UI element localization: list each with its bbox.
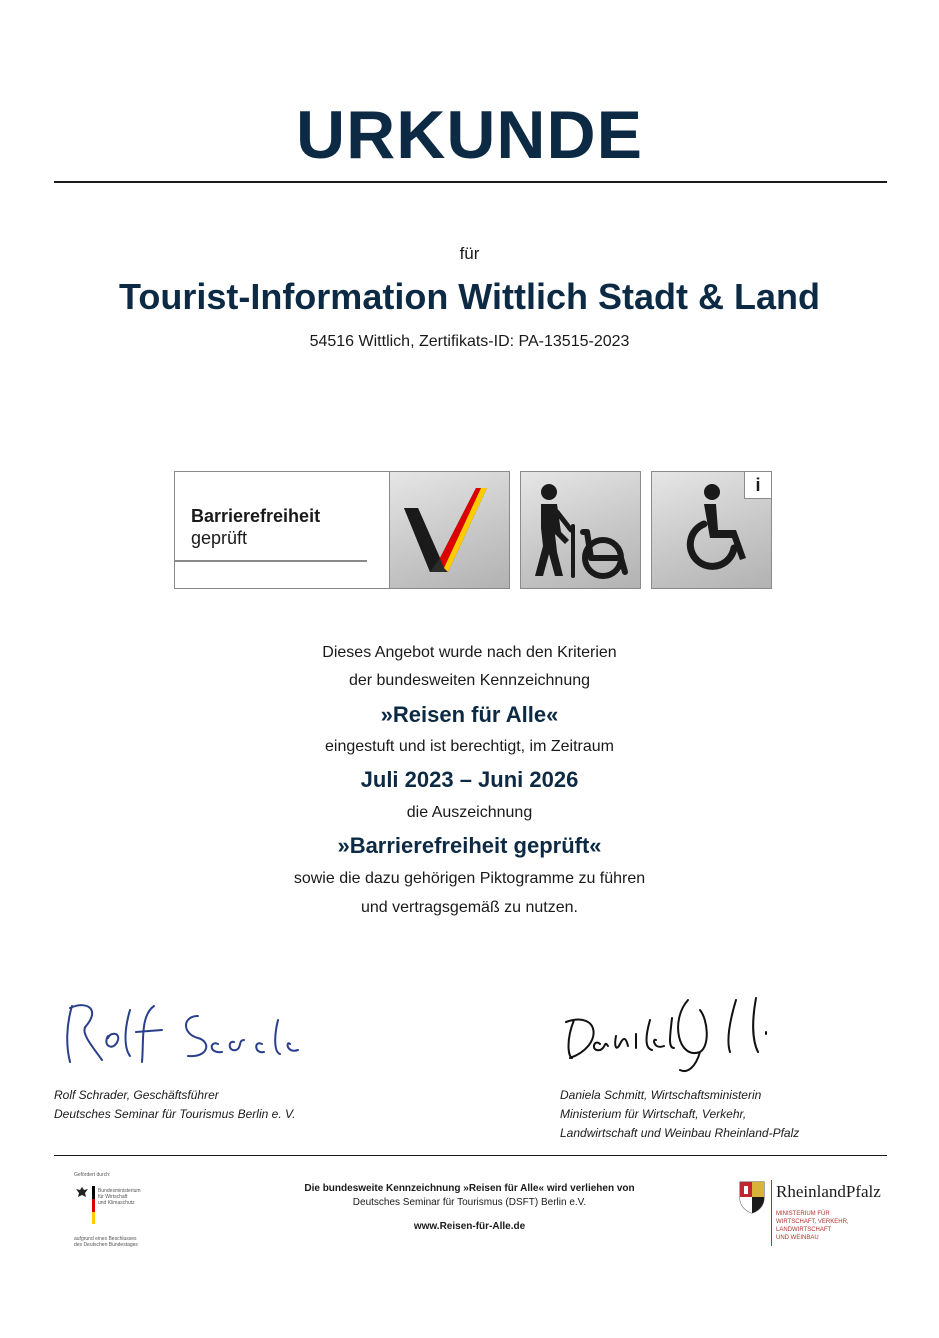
bmwk-line-1: Bundesministerium (98, 1188, 141, 1194)
right-signatory-ministry-2: Landwirtschaft und Weinbau Rheinland-Pfalz (560, 1126, 800, 1140)
signature-daniela-schmitt (560, 990, 790, 1078)
rlp-ministry-line-1: MINISTERIUM FÜR (776, 1211, 830, 1217)
organization-name: Tourist-Information Wittlich Stadt & Land (119, 276, 820, 317)
rlp-logo (738, 1180, 881, 1241)
walking-impaired-icon (521, 472, 640, 588)
rlp-wordmark: RheinlandPfalz (776, 1182, 881, 1201)
footer-issuer: Deutsches Seminar für Tourismus (DSFT) Berlin e.V. (352, 1197, 587, 1208)
address-certificate-id: 54516 Wittlich, Zertifikats-ID: PA-13515-2023 (309, 333, 630, 350)
top-divider (54, 181, 887, 183)
rlp-ministry-line-4: UND WEINBAU (776, 1235, 819, 1241)
check-mark-icon (390, 472, 509, 588)
barrierefreiheit-label-tile (174, 471, 389, 589)
award-name: »Barrierefreiheit geprüft« (337, 833, 602, 858)
check-mark-tile (389, 471, 510, 589)
bmwk-note (74, 1236, 138, 1248)
footer-website-link[interactable]: www.Reisen-für-Alle.de (413, 1221, 526, 1232)
program-name: »Reisen für Alle« (380, 702, 559, 727)
label-divider (175, 560, 367, 562)
info-badge (744, 472, 771, 499)
walking-impaired-tile (520, 471, 641, 589)
wheelchair-tile (651, 471, 772, 589)
right-signatory-name: Daniela Schmitt, Wirtschaftsministerin (560, 1088, 762, 1102)
label-line-1: Barrierefreiheit (191, 506, 321, 526)
left-signatory-organization: Deutsches Seminar für Tourismus Berlin e. V. (54, 1107, 296, 1121)
body-line-6: und vertragsgemäß zu nutzen. (360, 899, 578, 916)
info-icon: i (755, 475, 761, 495)
signature-rolf-schrader (58, 996, 318, 1068)
rlp-ministry-line-2: WIRTSCHAFT, VERKEHR, (776, 1219, 849, 1225)
funded-by-label: Gefördert durch: (74, 1172, 111, 1178)
body-line-1: Dieses Angebot wurde nach den Kriterien (322, 644, 617, 661)
footer-divider (54, 1155, 887, 1156)
body-line-5: sowie die dazu gehörigen Piktogramme zu führen (293, 870, 646, 887)
right-signatory-ministry-1: Ministerium für Wirtschaft, Verkehr, (560, 1107, 747, 1121)
body-line-4: die Auszeichnung (406, 804, 533, 821)
body-line-2: der bundesweiten Kennzeichnung (348, 672, 591, 689)
rlp-separator (771, 1180, 772, 1246)
footer-award-statement: Die bundesweite Kennzeichnung »Reisen für Alle« wird verliehen von (304, 1183, 635, 1194)
bmwk-note-2: des Deutschen Bundestages (74, 1242, 138, 1248)
label-line-2: geprüft (191, 528, 248, 548)
validity-period: Juli 2023 – Juni 2026 (360, 767, 579, 792)
page-title: URKUNDE (296, 97, 643, 173)
bmwk-line-3: und Klimaschutz (98, 1200, 135, 1206)
rlp-ministry-line-3: LANDWIRTSCHAFT (776, 1227, 832, 1233)
bmwk-line-2: für Wirtschaft (98, 1194, 128, 1200)
bmwk-note-1: aufgrund eines Beschlusses (74, 1236, 137, 1242)
left-signatory-name: Rolf Schrader, Geschäftsführer (54, 1088, 219, 1102)
for-label: für (459, 244, 480, 263)
rlp-coat-of-arms-icon (738, 1180, 766, 1214)
body-line-3: eingestuft und ist berechtigt, im Zeitraum (324, 738, 615, 755)
